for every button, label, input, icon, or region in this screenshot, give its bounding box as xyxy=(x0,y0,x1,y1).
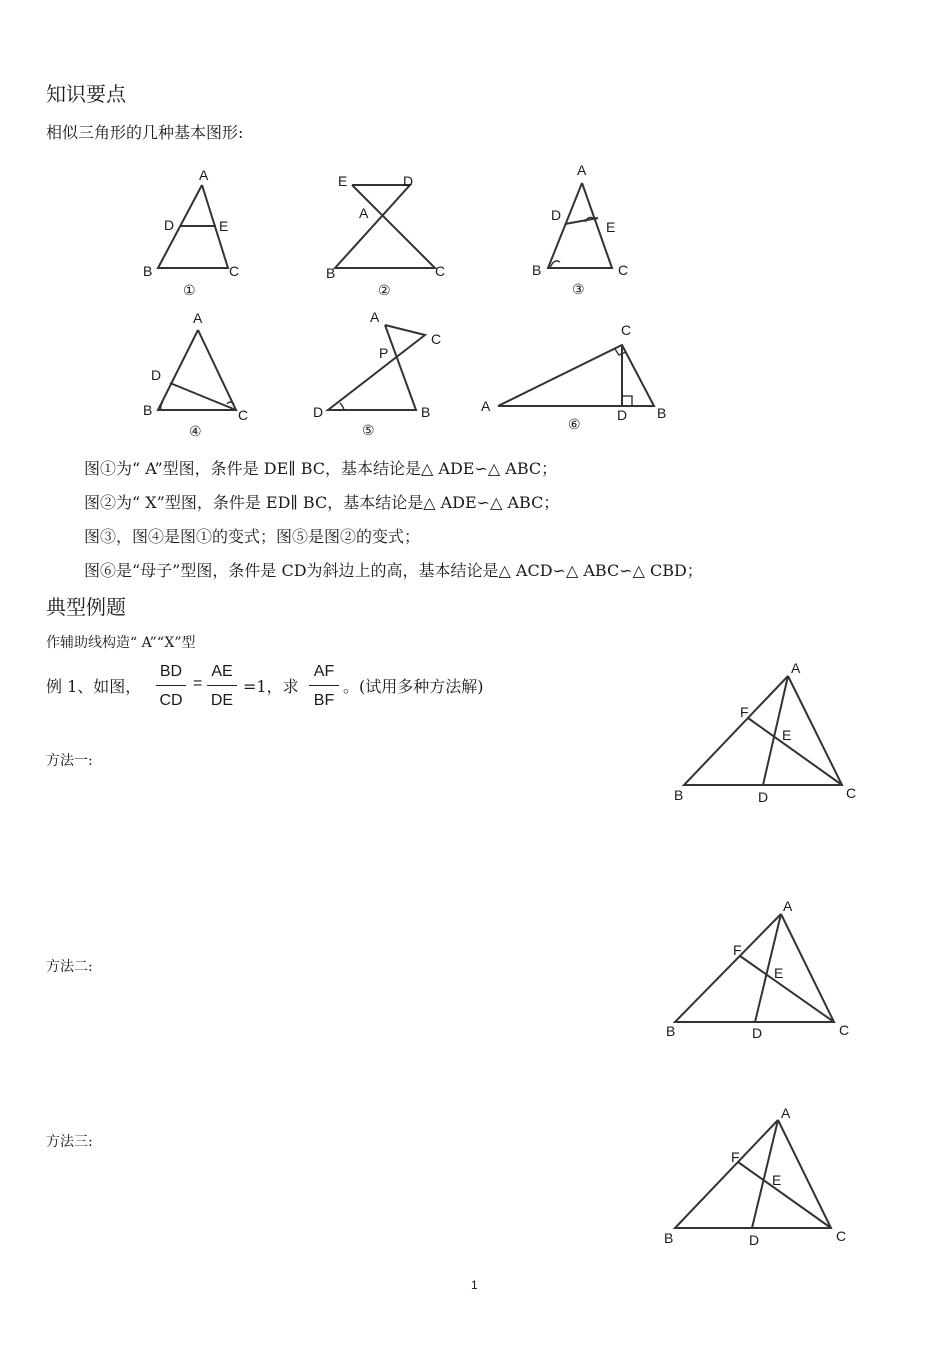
basic-figures xyxy=(0,0,950,450)
ex2-label-f: F xyxy=(733,942,742,958)
ex2-label-a: A xyxy=(783,898,793,914)
fig5-label-a: A xyxy=(370,309,380,325)
fig3-label-b: B xyxy=(532,262,542,278)
fig6-number: ⑥ xyxy=(568,417,581,433)
ex1-label-f: F xyxy=(740,704,749,720)
ex3-label-e: E xyxy=(772,1172,782,1188)
ex1-label-d: D xyxy=(758,789,769,805)
page-number: 1 xyxy=(471,1278,478,1292)
ex1-label-a: A xyxy=(791,660,801,676)
heading-basic-shapes: 相似三角形的几种基本图形: xyxy=(46,123,244,142)
description-4: 图⑥是“母子”型图，条件是 CD为斜边上的高，基本结论是△ ACD∽△ ABC∽△ CBD； xyxy=(84,561,703,580)
fraction-bd-cd-num: BD xyxy=(159,663,183,680)
fraction-ae-de-den: DE xyxy=(210,692,234,709)
fig2-number: ② xyxy=(378,283,391,299)
equals-one-find: =1，求 xyxy=(243,677,299,696)
example1-prefix: 例 1、如图， xyxy=(46,677,142,696)
fig5-label-b: B xyxy=(421,404,431,420)
fig1-label-b: B xyxy=(143,263,153,279)
fig1-label-c: C xyxy=(229,263,240,279)
ex1-label-b: B xyxy=(674,787,684,803)
fig5-label-p: P xyxy=(379,345,389,361)
ex2-label-d: D xyxy=(752,1025,763,1041)
fig5-label-d: D xyxy=(313,404,324,420)
fig1-label-d: D xyxy=(164,217,175,233)
fraction-af-bf-den: BF xyxy=(313,692,335,709)
fig3-number: ③ xyxy=(572,282,585,298)
example1-suffix: 。(试用多种方法解) xyxy=(343,677,484,696)
fig3-label-e: E xyxy=(606,219,616,235)
fig3-label-a: A xyxy=(577,162,587,178)
aux-line-note: 作辅助线构造“ A”“X”型 xyxy=(46,635,196,651)
fraction-af-bf-num: AF xyxy=(313,663,335,680)
fig1-label-a: A xyxy=(199,167,209,183)
description-1: 图①为“ A”型图，条件是 DE∥ BC，基本结论是△ ADE∽△ ABC； xyxy=(84,459,558,478)
fig2-label-a: A xyxy=(359,205,369,221)
fig4-label-c: C xyxy=(238,407,249,423)
fig5-label-c: C xyxy=(431,331,442,347)
heading-knowledge: 知识要点 xyxy=(46,82,126,106)
fraction-af-bf xyxy=(309,663,339,710)
method-3-label: 方法三: xyxy=(46,1134,93,1150)
description-3: 图③，图④是图①的变式；图⑤是图②的变式； xyxy=(84,527,421,546)
fig1-number: ① xyxy=(183,283,196,299)
fig6-label-d: D xyxy=(617,407,628,423)
fraction-ae-de-num: AE xyxy=(211,663,233,680)
ex2-label-c: C xyxy=(839,1022,850,1038)
method-1-label: 方法一: xyxy=(46,753,93,769)
fig3-label-c: C xyxy=(618,262,629,278)
ex1-label-e: E xyxy=(782,727,792,743)
fig6-label-c: C xyxy=(621,322,632,338)
ex3-label-a: A xyxy=(781,1105,791,1121)
fig4-label-b: B xyxy=(143,402,153,418)
method-2-label: 方法二: xyxy=(46,959,93,975)
fraction-bd-cd-den: CD xyxy=(159,692,183,709)
fig2-label-e: E xyxy=(338,173,348,189)
fraction-bd-cd xyxy=(156,663,186,710)
fraction-ae-de xyxy=(207,663,237,710)
fig4-label-a: A xyxy=(193,310,203,326)
fig5-number: ⑤ xyxy=(362,423,375,439)
fig1-label-e: E xyxy=(219,218,229,234)
fig2-label-d: D xyxy=(403,173,414,189)
heading-examples: 典型例题 xyxy=(46,595,126,619)
ex3-label-b: B xyxy=(664,1230,674,1246)
fig2-label-c: C xyxy=(435,263,446,279)
ex3-label-f: F xyxy=(731,1149,740,1165)
fig2-label-b: B xyxy=(326,265,336,281)
ex2-label-e: E xyxy=(774,965,784,981)
ex3-label-d: D xyxy=(749,1232,760,1248)
fig3-label-d: D xyxy=(551,207,562,223)
ex3-label-c: C xyxy=(836,1228,847,1244)
ex2-label-b: B xyxy=(666,1023,676,1039)
fig6-label-a: A xyxy=(481,398,491,414)
fig4-number: ④ xyxy=(189,424,202,440)
description-2: 图②为“ X”型图，条件是 ED∥ BC，基本结论是△ ADE∽△ ABC； xyxy=(84,493,560,512)
fig4-label-d: D xyxy=(151,367,162,383)
ex1-label-c: C xyxy=(846,785,857,801)
fig6-label-b: B xyxy=(657,405,667,421)
equals-sign: = xyxy=(193,675,203,692)
